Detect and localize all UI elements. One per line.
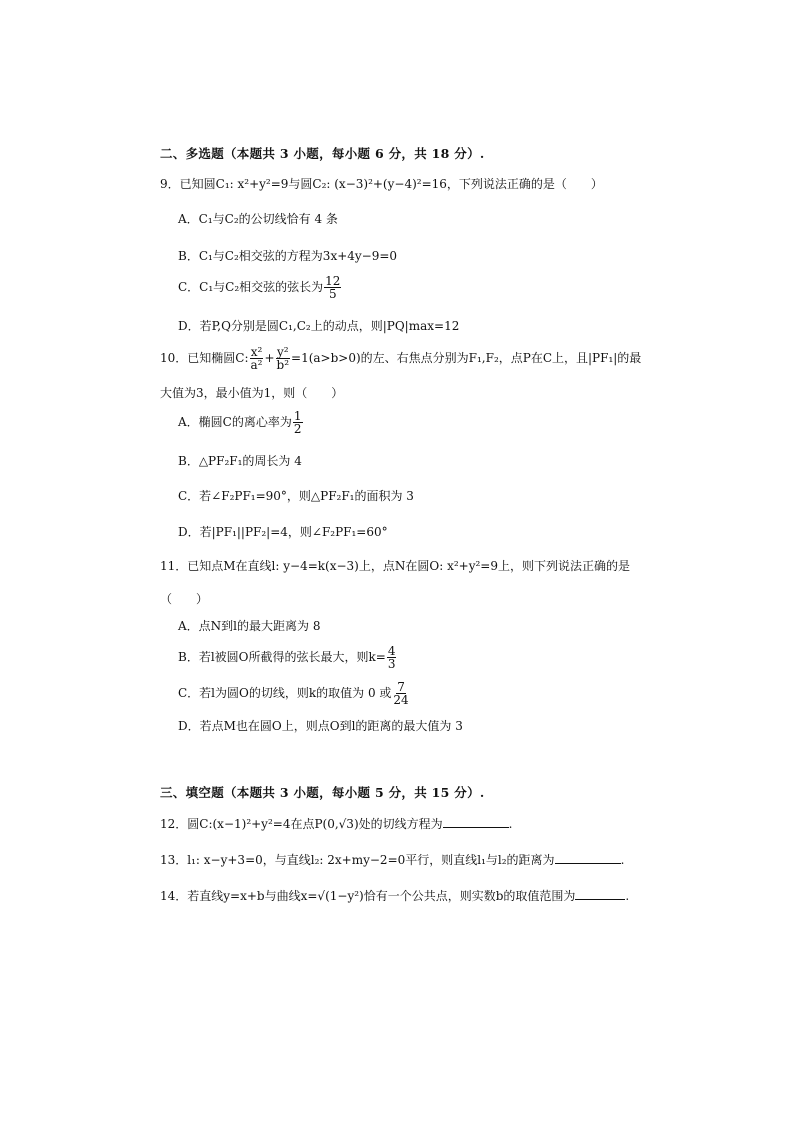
question-10-option-c: C．若∠F₂PF₁=90°，则△PF₂F₁的面积为 3 xyxy=(178,489,414,503)
fraction xyxy=(324,275,341,300)
question-11-option-a: A．点N到l的最大距离为 8 xyxy=(178,619,321,633)
fraction-denominator: 2 xyxy=(293,422,302,436)
question-9-option-b: B．C₁与C₂相交弦的方程为3x+4y−9=0 xyxy=(178,249,398,263)
fraction-numerator: 4 xyxy=(387,644,396,658)
question-13 xyxy=(160,851,650,869)
end-mark: . xyxy=(625,889,630,903)
fraction-numerator: 1 xyxy=(293,409,302,423)
fraction-denominator: 3 xyxy=(387,657,396,671)
question-11-stem-line1: 11．已知点M在直线l: y−4=k(x−3)上，点N在圆O: x²+y²=9上，则下列说法正确的是 xyxy=(160,559,630,573)
question-9-option-c xyxy=(178,275,342,300)
answer-blank[interactable] xyxy=(555,851,621,864)
question-11-option-d: D．若点M也在圆O上，则点O到l的距离的最大值为 3 xyxy=(178,719,463,733)
question-11-stem-line2: （ ） xyxy=(160,592,209,606)
section-3-title: 三、填空题（本题共 3 小题，每小题 5 分，共 15 分）. xyxy=(160,785,485,800)
question-10-option-d: D．若|PF₁||PF₂|=4，则∠F₂PF₁=60° xyxy=(178,525,388,539)
fraction-numerator: 7 xyxy=(397,680,405,694)
fraction-denominator: b² xyxy=(276,358,290,372)
stem-prefix: 10．已知椭圆C: xyxy=(160,351,249,365)
end-mark: . xyxy=(620,853,625,867)
section-2-title: 二、多选题（本题共 3 小题，每小题 6 分，共 18 分）. xyxy=(160,146,485,161)
option-text: A．椭圆C的离心率为 xyxy=(178,415,292,429)
question-10-option-a xyxy=(178,410,304,435)
question-9-stem: 9．已知圆C₁: x²+y²=9与圆C₂: (x−3)²+(y−4)²=16，下列说法正确的是（ ） xyxy=(160,177,603,191)
plus-sign: + xyxy=(264,351,275,365)
question-9-option-a: A．C₁与C₂的公切线恰有 4 条 xyxy=(178,212,338,226)
answer-blank[interactable] xyxy=(443,815,509,828)
question-11-option-c xyxy=(178,681,411,706)
answer-blank[interactable] xyxy=(575,887,625,900)
question-14 xyxy=(160,887,650,905)
option-text: C．C₁与C₂相交弦的弦长为 xyxy=(178,280,324,294)
fraction-denominator: 24 xyxy=(393,693,409,707)
question-10-stem-line1 xyxy=(160,346,650,371)
question-text: 12．圆C:(x−1)²+y²=4在点P(0,√3)处的切线方程为 xyxy=(160,817,443,831)
fraction-denominator: 5 xyxy=(328,287,337,301)
fraction-numerator: x² xyxy=(250,345,263,359)
question-text: 13．l₁: x−y+3=0，与直线l₂: 2x+my−2=0平行，则直线l₁与l₂的距离为 xyxy=(160,853,555,867)
question-text: 14．若直线y=x+b与曲线x=√(1−y²)恰有一个公共点，则实数b的取值范围为 xyxy=(160,889,576,903)
fraction xyxy=(293,410,303,435)
question-11-option-b xyxy=(178,645,397,670)
stem-suffix: =1(a>b>0)的左、右焦点分别为F₁,F₂，点P在C上，且|PF₁|的最 xyxy=(291,351,642,365)
question-9-option-d: D．若P,Q分别是圆C₁,C₂上的动点，则|PQ|max=12 xyxy=(178,319,460,333)
fraction xyxy=(392,681,409,706)
question-12 xyxy=(160,815,650,833)
question-10-stem-line2: 大值为3，最小值为1，则（ ） xyxy=(160,386,344,400)
fraction xyxy=(250,346,264,371)
fraction-numerator: y² xyxy=(276,345,289,359)
fraction-numerator: 12 xyxy=(325,274,341,288)
fraction-denominator: a² xyxy=(250,358,263,372)
option-text: B．若l被圆O所截得的弦长最大，则k= xyxy=(178,650,386,664)
question-10-option-b: B．△PF₂F₁的周长为 4 xyxy=(178,454,302,468)
end-mark: . xyxy=(508,817,513,831)
fraction xyxy=(387,645,397,670)
fraction xyxy=(276,346,291,371)
option-text: C．若l为圆O的切线，则k的取值为 0 或 xyxy=(178,686,392,700)
